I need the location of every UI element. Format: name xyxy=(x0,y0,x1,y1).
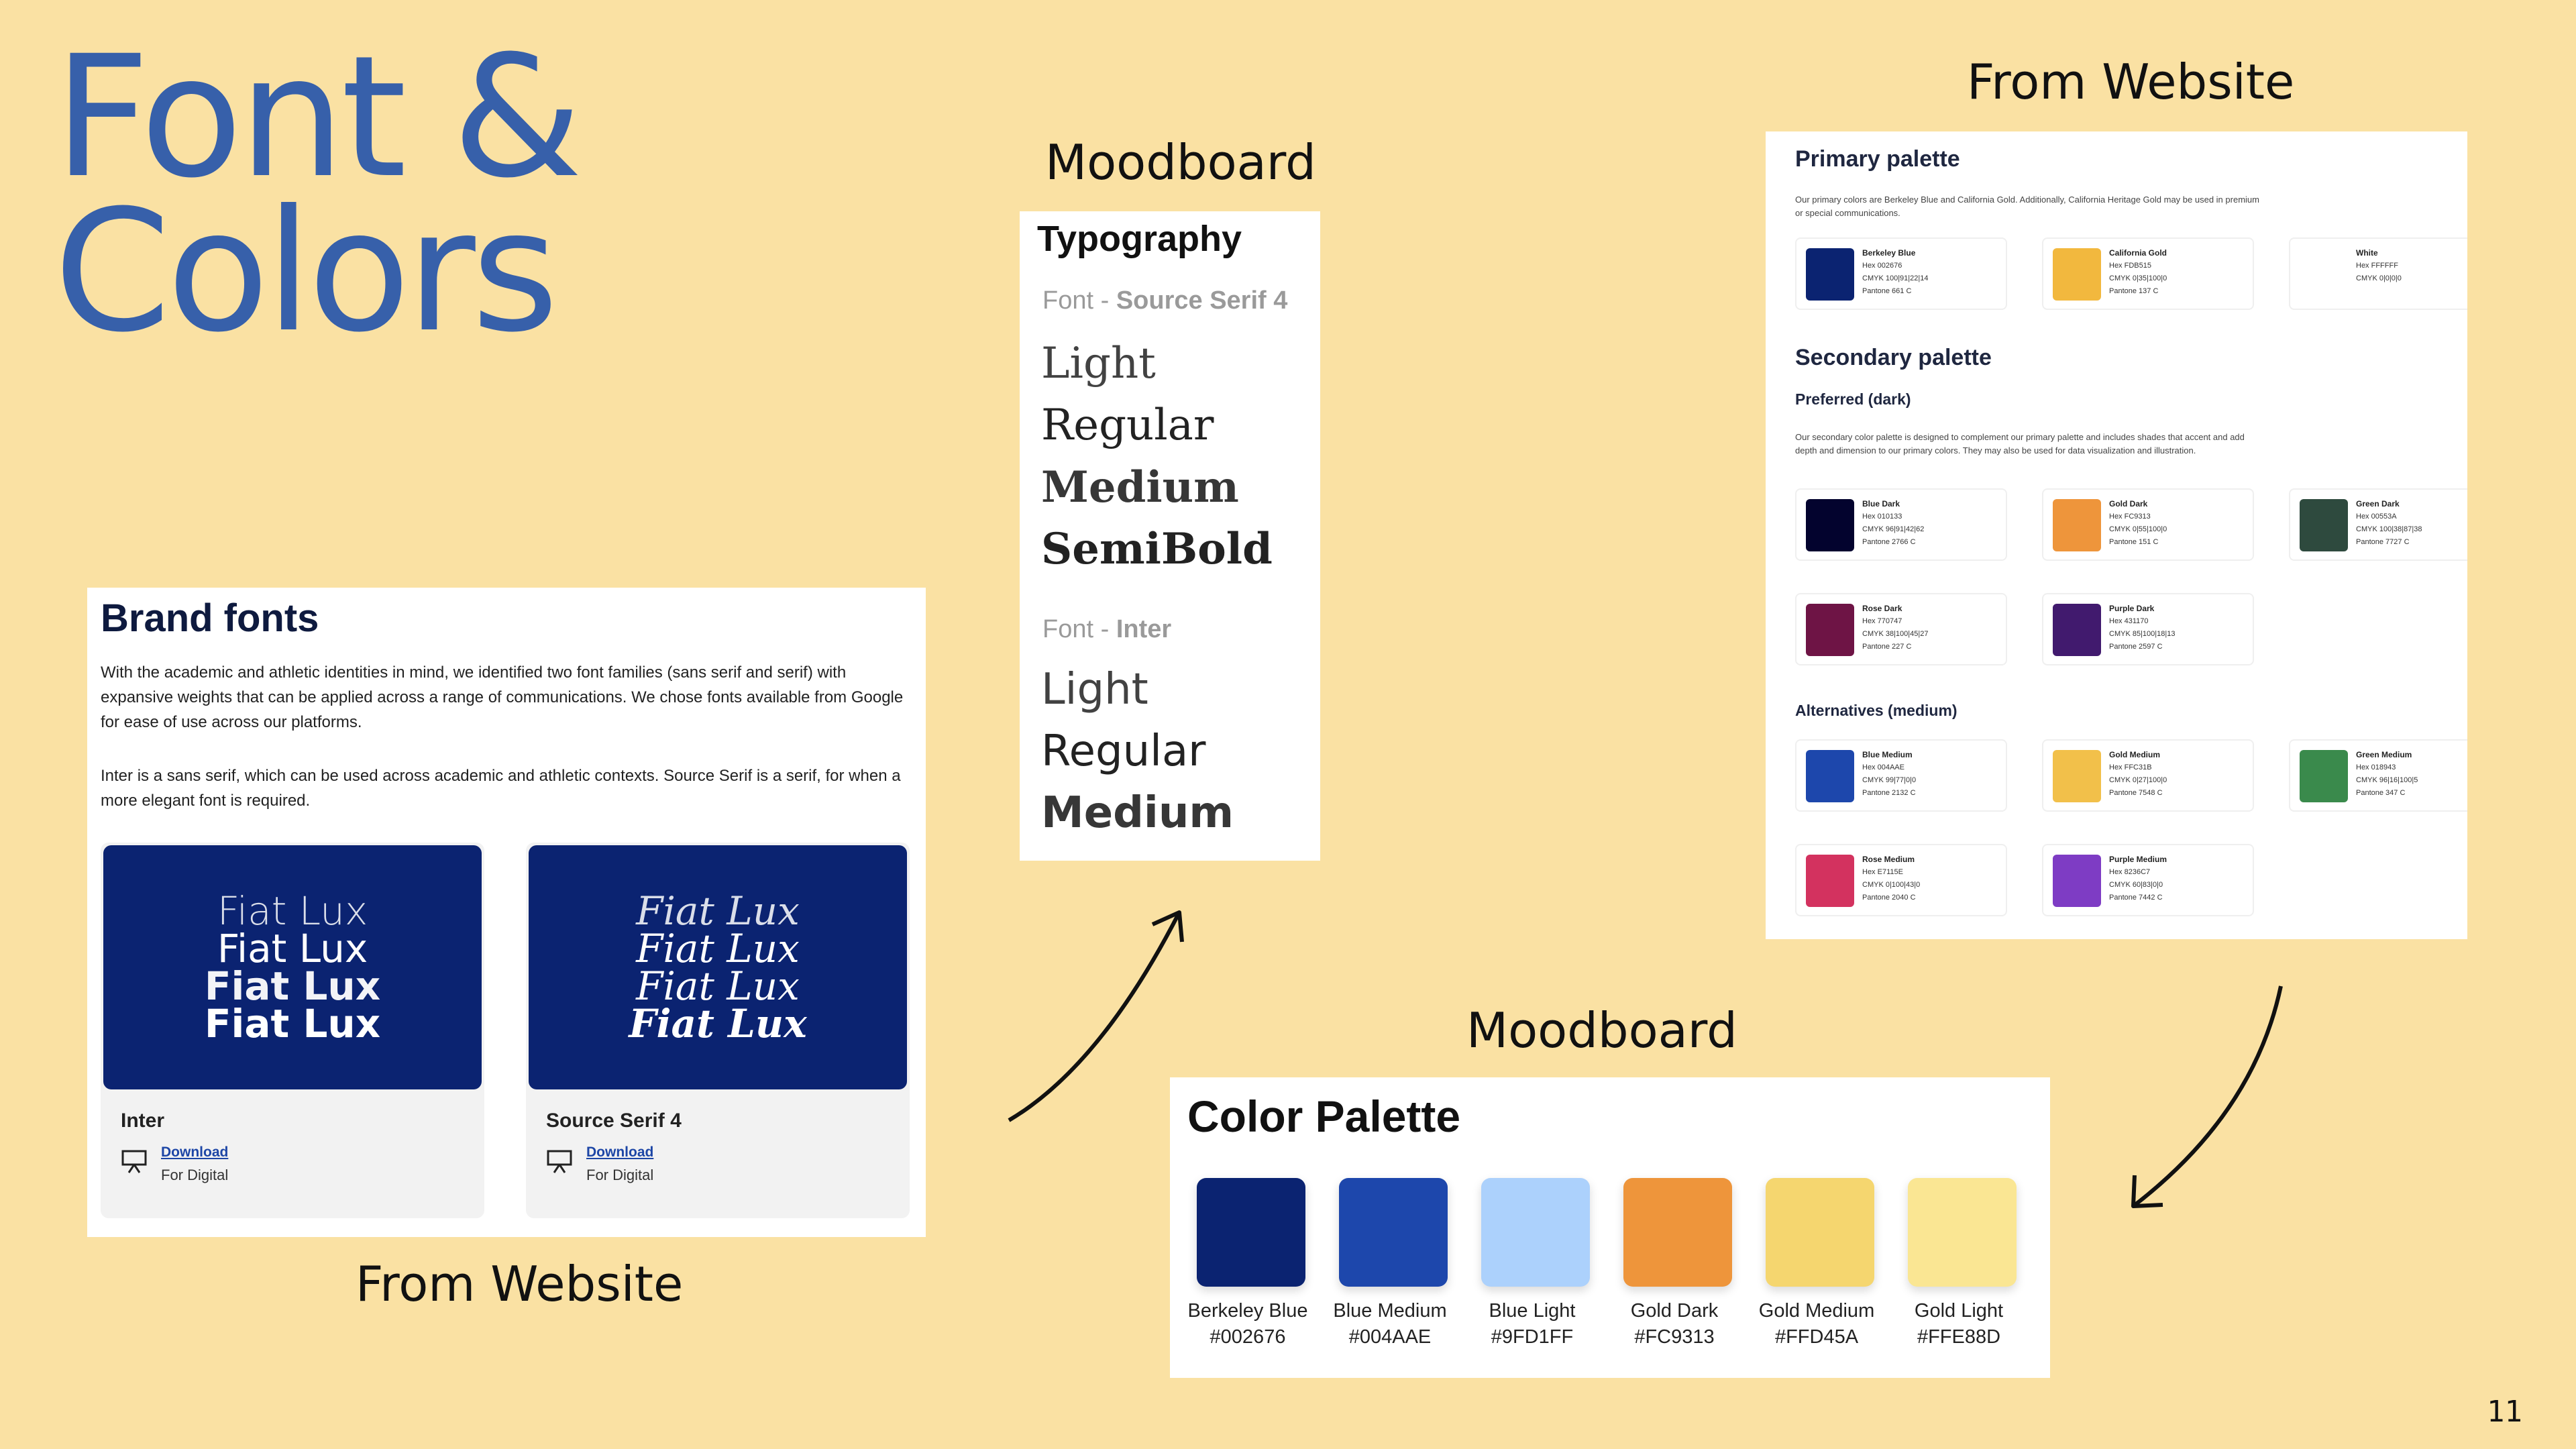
swatch-card xyxy=(2042,844,2254,916)
sans-weight-light: Light xyxy=(1041,665,1148,714)
swatch-pantone: Pantone 137 C xyxy=(2109,287,2159,295)
palette-swatch-name: Gold Medium xyxy=(1758,1300,1875,1322)
swatch-cmyk: CMYK 60|83|0|0 xyxy=(2109,881,2163,889)
sample-regular: Fiat Lux xyxy=(217,926,368,971)
color-palette-panel xyxy=(1170,1077,2050,1378)
swatch-pantone: Pantone 227 C xyxy=(1862,643,1912,651)
palette-swatch-color xyxy=(1908,1178,2017,1287)
sample-light: Fiat Lux xyxy=(217,888,368,934)
palette-swatch xyxy=(1181,1178,1315,1348)
serif-weight-semibold: SemiBold xyxy=(1041,524,1273,574)
palette-swatch-hex: #FFE88D xyxy=(1917,1326,2001,1348)
palette-swatch-name: Gold Light xyxy=(1914,1300,2004,1322)
swatch-pantone: Pantone 151 C xyxy=(2109,538,2159,546)
for-digital-label: For Digital xyxy=(586,1167,654,1183)
sample-regular: Fiat Lux xyxy=(636,926,800,971)
palette-swatch-color xyxy=(1339,1178,1448,1287)
sample-light: Fiat Lux xyxy=(636,888,800,934)
swatch-name: California Gold xyxy=(2109,248,2167,258)
swatch-card xyxy=(1795,739,2007,812)
website-palette-panel xyxy=(1766,131,2467,939)
swatch-card xyxy=(2289,739,2467,812)
swatch-color xyxy=(1806,750,1854,802)
download-link-source-serif[interactable]: Download xyxy=(586,1144,654,1160)
swatch-color xyxy=(2053,604,2101,656)
swatch-pantone: Pantone 2597 C xyxy=(2109,643,2163,651)
sample-medium: Fiat Lux xyxy=(204,963,381,1009)
caption-moodboard-bottom: Moodboard xyxy=(1466,1002,1737,1059)
swatch-card xyxy=(2042,739,2254,812)
sample-bold: Fiat Lux xyxy=(629,1001,807,1046)
swatch-cmyk: CMYK 100|91|22|14 xyxy=(1862,274,1929,282)
palette-swatch-hex: #004AAE xyxy=(1348,1326,1432,1348)
palette-swatch-name: Berkeley Blue xyxy=(1187,1300,1308,1322)
presentation-board-icon xyxy=(546,1148,573,1175)
swatch-name: Gold Dark xyxy=(2109,499,2148,508)
sample-medium: Fiat Lux xyxy=(636,963,800,1009)
palette-swatch-color xyxy=(1481,1178,1590,1287)
swatch-name: Green Medium xyxy=(2356,750,2412,759)
swatch-cmyk: CMYK 0|0|0|0 xyxy=(2356,274,2402,282)
swatch-hex: Hex 431170 xyxy=(2109,617,2149,625)
secondary-palette-title: Secondary palette xyxy=(1795,345,1992,370)
sans-weight-medium: Medium xyxy=(1041,788,1234,838)
swatch-hex: Hex 018943 xyxy=(2356,763,2396,771)
brand-fonts-panel xyxy=(87,588,926,1237)
swatch-card xyxy=(2289,237,2467,310)
swatch-hex: Hex 010133 xyxy=(1862,513,1902,521)
swatch-pantone: Pantone 7727 C xyxy=(2356,538,2410,546)
download-link-inter[interactable]: Download xyxy=(161,1144,229,1160)
primary-palette-title: Primary palette xyxy=(1795,146,1960,172)
title-line-1: Font & xyxy=(54,19,579,215)
swatch-color xyxy=(1806,248,1854,301)
brand-fonts-paragraph-1: With the academic and athletic identities in mind, we identified two font families (sans serif and serif) with expansive weights that can be applied across a range of communications. We chose fonts available from Google for ease of use across our platforms. xyxy=(101,663,904,731)
caption-website-bottom: From Website xyxy=(356,1256,684,1312)
serif-weight-medium: Medium xyxy=(1041,462,1239,513)
swatch-cmyk: CMYK 85|100|18|13 xyxy=(2109,630,2176,638)
swatch-color xyxy=(2053,855,2101,907)
swatch-color xyxy=(1806,604,1854,656)
swatch-name: Green Dark xyxy=(2356,499,2400,508)
palette-swatch-name: Blue Light xyxy=(1489,1300,1576,1322)
swatch-hex: Hex 770747 xyxy=(1862,617,1902,625)
swatch-pantone: Pantone 2766 C xyxy=(1862,538,1916,546)
swatch-color xyxy=(2300,248,2349,302)
title-line-2: Colors xyxy=(54,174,555,369)
swatch-name: Rose Dark xyxy=(1862,604,1902,613)
presentation-board-icon xyxy=(121,1148,148,1175)
typography-heading: Typography xyxy=(1037,219,1242,259)
swatch-pantone: Pantone 2132 C xyxy=(1862,789,1916,797)
palette-swatch-hex: #FC9313 xyxy=(1634,1326,1715,1348)
palette-swatch-color xyxy=(1197,1178,1305,1287)
preferred-dark-title: Preferred (dark) xyxy=(1795,390,1911,408)
swatch-name: Purple Medium xyxy=(2109,855,2167,864)
sample-bold: Fiat Lux xyxy=(204,1001,381,1046)
caption-website-top: From Website xyxy=(1967,54,2295,110)
swatch-pantone: Pantone 7442 C xyxy=(2109,894,2163,902)
arrow-down-icon xyxy=(2120,979,2294,1221)
swatch-name: Rose Medium xyxy=(1862,855,1915,864)
swatch-name: Berkeley Blue xyxy=(1862,248,1916,258)
sans-font-label: Font - Inter xyxy=(1042,615,1172,643)
color-palette-title: Color Palette xyxy=(1187,1091,1461,1141)
swatch-color xyxy=(1806,855,1854,907)
swatch-hex: Hex 004AAE xyxy=(1862,763,1904,771)
swatch-cmyk: CMYK 0|100|43|0 xyxy=(1862,881,1921,889)
palette-swatch-name: Gold Dark xyxy=(1630,1300,1719,1322)
swatch-cmyk: CMYK 99|77|0|0 xyxy=(1862,776,1917,784)
palette-swatch-color xyxy=(1623,1178,1732,1287)
arrow-up-icon xyxy=(1000,899,1201,1134)
primary-palette-text: Our primary colors are Berkeley Blue and California Gold. Additionally, California Heritage Gold may be used in premium or special communications. xyxy=(1795,195,2259,218)
serif-weight-light: Light xyxy=(1041,339,1156,388)
serif-font-label: Font - Source Serif 4 xyxy=(1042,286,1288,315)
swatch-hex: Hex 002676 xyxy=(1862,262,1902,270)
swatch-card xyxy=(1795,844,2007,916)
sans-weight-regular: Regular xyxy=(1041,727,1206,776)
swatch-card xyxy=(1795,593,2007,665)
swatch-card xyxy=(2042,593,2254,665)
palette-swatch-name: Blue Medium xyxy=(1333,1300,1447,1322)
swatch-color xyxy=(1806,499,1854,551)
page-number: 11 xyxy=(2487,1395,2522,1429)
brand-fonts-paragraph-2: Inter is a sans serif, which can be used across academic and athletic contexts. Source Serif is a serif, for when a more elegant font is required. xyxy=(101,767,901,810)
swatch-color xyxy=(2300,750,2348,802)
swatch-cmyk: CMYK 100|38|87|38 xyxy=(2356,525,2422,533)
swatch-card xyxy=(1795,488,2007,561)
palette-swatch xyxy=(1465,1178,1599,1348)
swatch-color xyxy=(2300,499,2348,551)
swatch-name: Blue Medium xyxy=(1862,750,1913,759)
swatch-card xyxy=(2289,488,2467,561)
palette-swatch xyxy=(1892,1178,2026,1348)
font-card-inter xyxy=(101,843,484,1218)
font-preview-source-serif xyxy=(529,845,907,1089)
swatch-hex: Hex FFFFFF xyxy=(2356,262,2398,270)
swatch-name: Blue Dark xyxy=(1862,499,1900,508)
palette-swatch-color xyxy=(1766,1178,1874,1287)
swatch-hex: Hex 00553A xyxy=(2356,513,2397,521)
swatch-cmyk: CMYK 0|55|100|0 xyxy=(2109,525,2167,533)
palette-swatch-hex: #FFD45A xyxy=(1774,1326,1859,1348)
swatch-name: Purple Dark xyxy=(2109,604,2155,613)
font-card-name: Source Serif 4 xyxy=(546,1110,682,1132)
swatch-color xyxy=(2053,750,2101,802)
font-card-name: Inter xyxy=(121,1110,165,1132)
palette-swatch xyxy=(1323,1178,1457,1348)
swatch-cmyk: CMYK 96|16|100|5 xyxy=(2356,776,2418,784)
palette-swatch-hex: #002676 xyxy=(1210,1326,1286,1348)
palette-swatch-hex: #9FD1FF xyxy=(1491,1326,1574,1348)
typography-panel xyxy=(1020,211,1320,861)
swatch-color xyxy=(2053,248,2101,301)
swatch-cmyk: CMYK 96|91|42|62 xyxy=(1862,525,1925,533)
caption-moodboard-top: Moodboard xyxy=(1045,134,1316,191)
swatch-card xyxy=(1795,237,2007,310)
swatch-cmyk: CMYK 38|100|45|27 xyxy=(1862,630,1929,638)
for-digital-label: For Digital xyxy=(161,1167,229,1183)
brand-fonts-title: Brand fonts xyxy=(101,596,319,640)
font-preview-inter xyxy=(103,845,482,1089)
swatch-name: Gold Medium xyxy=(2109,750,2160,759)
swatch-pantone: Pantone 661 C xyxy=(1862,287,1912,295)
swatch-pantone: Pantone 7548 C xyxy=(2109,789,2163,797)
swatch-cmyk: CMYK 0|35|100|0 xyxy=(2109,274,2167,282)
swatch-pantone: Pantone 347 C xyxy=(2356,789,2406,797)
alternatives-title: Alternatives (medium) xyxy=(1795,702,1957,719)
swatch-color xyxy=(2053,499,2101,551)
palette-swatch xyxy=(1607,1178,1741,1348)
serif-weight-regular: Regular xyxy=(1041,400,1214,450)
slide-title xyxy=(54,19,657,369)
swatch-hex: Hex FFC31B xyxy=(2109,763,2152,771)
swatch-hex: Hex 8236C7 xyxy=(2109,868,2151,876)
swatch-hex: Hex FDB515 xyxy=(2109,262,2151,270)
swatch-card xyxy=(2042,237,2254,310)
palette-swatch xyxy=(1750,1178,1884,1348)
swatch-cmyk: CMYK 0|27|100|0 xyxy=(2109,776,2167,784)
font-card-source-serif xyxy=(526,843,910,1218)
swatch-card xyxy=(2042,488,2254,561)
swatch-name: White xyxy=(2356,248,2378,258)
swatch-hex: Hex E7115E xyxy=(1862,868,1903,876)
swatch-hex: Hex FC9313 xyxy=(2109,513,2151,521)
secondary-palette-text: Our secondary color palette is designed to complement our primary palette and includes shades that accent and add depth and dimension to our primary colors. They may also be used for data visualization and illustration. xyxy=(1795,432,2245,455)
swatch-pantone: Pantone 2040 C xyxy=(1862,894,1916,902)
